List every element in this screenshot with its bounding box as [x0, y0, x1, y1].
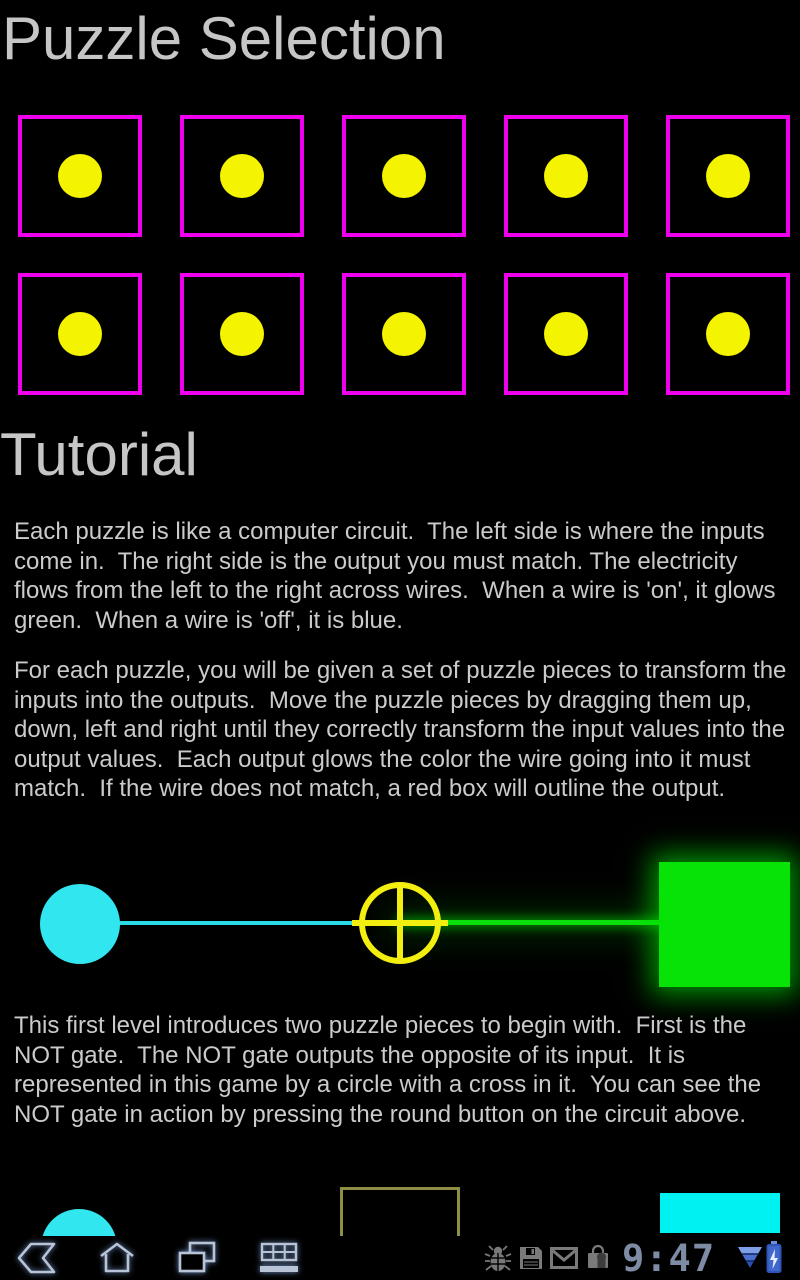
wifi-icon	[737, 1246, 763, 1270]
tutorial-paragraph-2: For each puzzle, you will be given a set of puzzle pieces to transform the inputs into the outputs. Move the puzzle pieces by dragging them up, down, left and right until they correctly transform the input values into the output values. Each output glows the color the wire going into it must match. If the wire does not match, a red box will outline the output.	[14, 657, 794, 802]
gmail-icon	[550, 1247, 578, 1269]
puzzle-dot-icon	[220, 312, 264, 356]
system-bar	[0, 1236, 800, 1280]
page-title: Puzzle Selection	[2, 5, 446, 72]
home-icon[interactable]	[95, 1240, 139, 1276]
recent-apps-icon[interactable]	[174, 1240, 218, 1276]
puzzle-slot[interactable]	[180, 273, 304, 395]
puzzle-dot-icon	[220, 154, 264, 198]
tutorial-paragraph-3: This first level introduces two puzzle pieces to begin with. First is the NOT gate. The NOT gate outputs the opposite of its input. It is represented in this game by a circle with a cross in it. You can see the NOT gate in action by pressing the round button on the circuit above.	[14, 1012, 768, 1128]
not-gate-icon	[352, 879, 448, 967]
puzzle-slot[interactable]	[342, 273, 466, 395]
puzzle-dot-icon	[544, 312, 588, 356]
puzzle-dot-icon	[544, 154, 588, 198]
clock: 9:47	[622, 1237, 716, 1280]
puzzle-dot-icon	[382, 154, 426, 198]
puzzle-dot-icon	[706, 154, 750, 198]
preview-output-box	[660, 1193, 780, 1233]
puzzle-slot[interactable]	[504, 273, 628, 395]
puzzle-slot[interactable]	[504, 115, 628, 237]
puzzle-grid-row-1	[18, 115, 790, 237]
battery-charging-icon	[765, 1241, 783, 1275]
tutorial-title: Tutorial	[0, 421, 198, 488]
puzzle-slot[interactable]	[180, 115, 304, 237]
tutorial-paragraph-1: Each puzzle is like a computer circuit. The left side is where the inputs come in. The right side is the output you must match. The electricity flows from the left to the right across wires. When a wire is 'on', it glows green. When a wire is 'off', it is blue.	[14, 518, 783, 634]
puzzle-grid-row-2	[18, 273, 790, 395]
puzzle-dot-icon	[58, 154, 102, 198]
puzzle-dot-icon	[706, 312, 750, 356]
back-icon[interactable]	[14, 1240, 58, 1276]
puzzle-slot[interactable]	[666, 115, 790, 237]
puzzle-slot[interactable]	[342, 115, 466, 237]
puzzle-slot[interactable]	[18, 115, 142, 237]
puzzle-slot[interactable]	[666, 273, 790, 395]
puzzle-dot-icon	[58, 312, 102, 356]
circuit-input-button[interactable]	[40, 884, 120, 964]
market-icon	[585, 1244, 611, 1272]
circuit-output-box	[659, 862, 790, 987]
usb-debug-icon	[484, 1243, 512, 1273]
puzzle-slot[interactable]	[18, 273, 142, 395]
keyboard-icon[interactable]	[257, 1240, 301, 1276]
puzzle-dot-icon	[382, 312, 426, 356]
save-icon	[518, 1245, 544, 1271]
